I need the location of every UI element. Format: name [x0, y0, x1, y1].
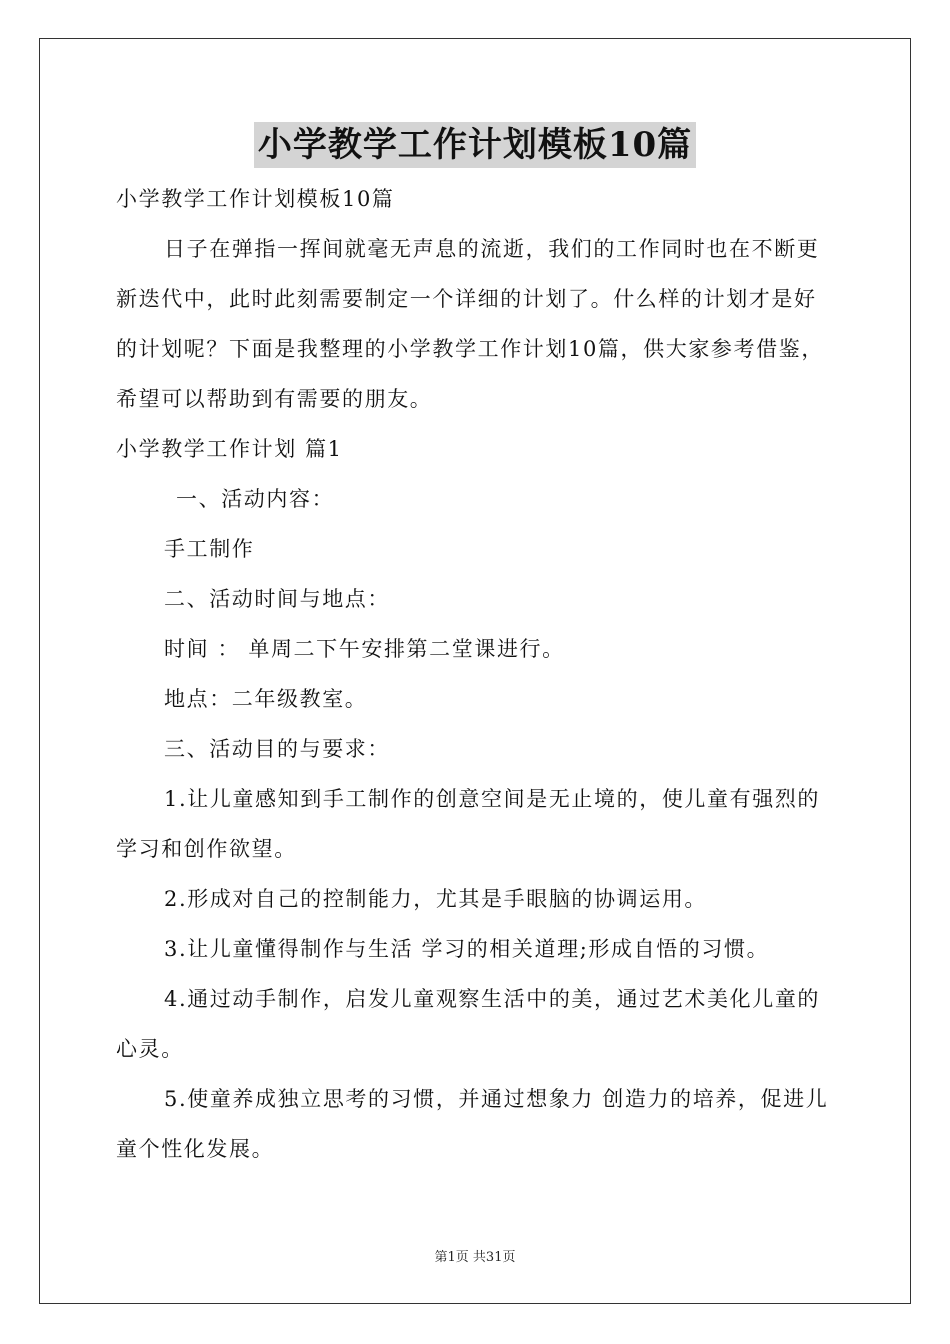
heading-activity-content: 一、活动内容： [176, 487, 335, 511]
goal-item-1: 1.让儿童感知到手工制作的创意空间是无止境的，使儿童有强烈的学习和创作欲望。 [116, 787, 821, 861]
title-container [0, 122, 950, 168]
heading-goals: 三、活动目的与要求： [164, 737, 390, 761]
page-footer: 第1页 共31页 [434, 1250, 516, 1265]
document-title: 小学教学工作计划模板10篇 [254, 122, 696, 168]
goal-item-4: 4.通过动手制作，启发儿童观察生活中的美，通过艺术美化儿童的心灵。 [116, 987, 821, 1061]
goal-item-2: 2.形成对自己的控制能力，尤其是手眼脑的协调运用。 [164, 887, 708, 911]
activity-time: 时间 ： 单周二下午安排第二堂课进行。 [164, 637, 565, 661]
section-heading: 小学教学工作计划 篇1 [116, 437, 343, 461]
activity-place: 地点：二年级教室。 [164, 687, 368, 711]
activity-content: 手工制作 [164, 537, 255, 561]
intro-paragraph: 日子在弹指一挥间就毫无声息的流逝，我们的工作同时也在不断更新迭代中，此时此刻需要制定一个详细的计划了。什么样的计划才是好的计划呢？下面是我整理的小学教学工作计划10篇，供大家参考借鉴，希望可以帮助到有需要的朋友。 [116, 237, 824, 411]
subtitle: 小学教学工作计划模板10篇 [116, 187, 395, 211]
goal-item-3: 3.让儿童懂得制作与生活 学习的相关道理;形成自悟的习惯。 [164, 937, 770, 961]
goal-item-5: 5.使童养成独立思考的习惯，并通过想象力 创造力的培养，促进儿童个性化发展。 [116, 1087, 829, 1161]
heading-time-place: 二、活动时间与地点： [164, 587, 390, 611]
